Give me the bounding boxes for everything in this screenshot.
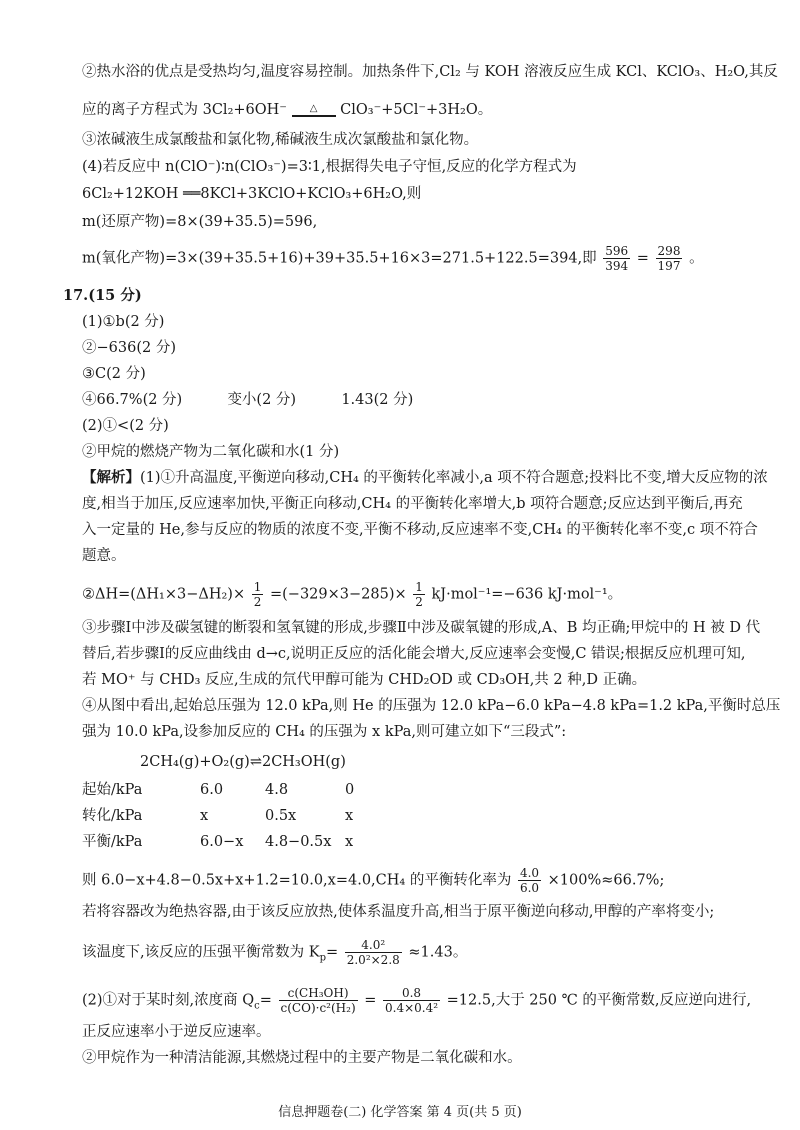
text-segment: =12.5,大于 250 ℃ 的平衡常数,反应逆向进行, [446, 992, 752, 1009]
kp-line [82, 938, 467, 967]
reaction-equation: 2CH₄(g)+O₂(g)⇌2CH₃OH(g) [140, 754, 346, 770]
text-line: 6Cl₂+12KOH ══8KCl+3KClO+KClO₃+6H₂O,则 [82, 186, 422, 202]
answer-line: (1)①b(2 分) [82, 314, 165, 330]
conversion-line [82, 866, 664, 895]
page-footer: 信息押题卷(二) 化学答案 第 4 页(共 5 页) [278, 1105, 522, 1120]
answer-segment: 变小(2 分) [227, 392, 297, 408]
text-segment: ≈1.43。 [408, 944, 468, 961]
enthalpy-line [82, 580, 622, 609]
text-line: 替后,若步骤Ⅰ的反应曲线由 d→c,说明正反应的活化能会增大,反应速率会变慢,C 错误;根据反应机理可知, [82, 646, 746, 662]
text-segment: = [636, 250, 649, 267]
answer-line: (2)①<(2 分) [82, 418, 169, 434]
text-segment: (2)①对于某时刻,浓度商 Q [82, 992, 255, 1009]
answer-segment: ④66.7%(2 分) [82, 392, 183, 408]
answer-segment: 1.43(2 分) [341, 392, 414, 408]
text-line: 强为 10.0 kPa,设参加反应的 CH₄ 的压强为 x kPa,则可建立如下“三段式”: [82, 724, 567, 740]
text-line: ④从图中看出,起始总压强为 12.0 kPa,则 He 的压强为 12.0 kPa−6.0 kPa−4.8 kPa=1.2 kPa,平衡时总压 [82, 698, 781, 714]
text-segment: = [259, 992, 272, 1009]
question-number: 17.(15 分) [63, 287, 142, 304]
text-segment: = [364, 992, 377, 1009]
text-segment: 该温度下,该反应的压强平衡常数为 K [82, 944, 320, 961]
table-cell: x [345, 834, 354, 850]
text-segment: ClO₃⁻+5Cl⁻+3H₂O。 [340, 102, 493, 118]
answer-line [82, 390, 413, 410]
text-line: 度,相当于加压,反应速率加快,平衡正向移动,CH₄ 的平衡转化率增大,b 项符合题意;反应达到平衡后,再充 [82, 496, 743, 512]
ionic-equation-line [82, 100, 492, 120]
analysis-tag: 【解析】 [82, 469, 140, 486]
answer-line: ②−636(2 分) [82, 340, 176, 356]
text-segment: ②ΔH=(ΔH₁×3−ΔH₂)× [82, 586, 246, 603]
fraction: $\frac{\text{4.0²}}{\text{2.0²×2.8}}$ [346, 938, 400, 967]
text-line: 若 MO⁺ 与 CHD₃ 反应,生成的氘代甲醇可能为 CHD₂OD 或 CD₃OH,共 2 种,D 正确。 [82, 672, 647, 688]
text-line: m(还原产物)=8×(39+35.5)=596, [82, 214, 318, 230]
analysis-line [82, 468, 768, 488]
table-cell: 6.0−x [200, 834, 244, 850]
row-label: 平衡/kPa [82, 834, 143, 850]
fraction: $\frac{596}{394}$ [605, 244, 629, 273]
text-line: 入一定量的 He,参与反应的物质的浓度不变,平衡不移动,反应速率不变,CH₄ 的平衡转化率不变,c 项不符合 [82, 522, 758, 538]
table-cell: 4.8 [265, 782, 289, 798]
text-segment: 。 [689, 250, 704, 267]
table-cell: x [200, 808, 209, 824]
text-line: 若将容器改为绝热容器,由于该反应放热,使体系温度升高,相当于原平衡逆向移动,甲醇的产率将变小; [82, 904, 715, 920]
subscript: p [319, 952, 326, 964]
table-cell: 0 [345, 782, 355, 798]
text-segment: m(氧化产物)=3×(39+35.5+16)+39+35.5+16×3=271.5+122.5=394,即 [82, 250, 597, 267]
row-label: 转化/kPa [82, 808, 143, 824]
text-segment: ×100%≈66.7%; [547, 872, 665, 889]
text-segment: 则 6.0−x+4.8−0.5x+x+1.2=10.0,x=4.0,CH₄ 的平衡转化率为 [82, 872, 512, 889]
fraction: $\frac{298}{197}$ [657, 244, 681, 273]
text-segment: =(−329×3−285)× [269, 586, 407, 603]
fraction: $\frac{0.8}{\text{0.4×0.4²}}$ [385, 986, 439, 1015]
table-cell: 6.0 [200, 782, 224, 798]
fraction: $\frac{1}{2}$ [415, 580, 423, 609]
text-line: 正反应速率小于逆反应速率。 [82, 1024, 271, 1040]
answer-line: ②甲烷的燃烧产物为二氧化碳和水(1 分) [82, 444, 340, 460]
table-cell: x [345, 808, 354, 824]
table-cell: 0.5x [265, 808, 297, 824]
subscript: c [254, 1000, 260, 1012]
row-label: 起始/kPa [82, 782, 143, 798]
text-line: (4)若反应中 n(ClO⁻)∶n(ClO₃⁻)=3∶1,根据得失电子守恒,反应的化学方程式为 [82, 159, 577, 175]
answer-line: ③C(2 分) [82, 366, 146, 382]
fraction: $\frac{\text{c(CH₃OH)}}{\text{c(CO)·c²(H₂)}}$ [280, 986, 356, 1015]
text-line: ②热水浴的优点是受热均匀,温度容易控制。加热条件下,Cl₂ 与 KOH 溶液反应生成 KCl、KClO₃、H₂O,其反 [82, 64, 778, 80]
text-segment: (1)①升高温度,平衡逆向移动,CH₄ 的平衡转化率减小,a 项不符合题意;投料比不变,增大反应物的浓 [140, 470, 768, 486]
fraction: $\frac{4.0}{6.0}$ [519, 866, 540, 895]
fraction: $\frac{1}{2}$ [253, 580, 262, 609]
heating-condition: △ [292, 104, 336, 117]
text-line: 题意。 [82, 548, 126, 564]
text-line: ③浓碱液生成氯酸盐和氯化物,稀碱液生成次氯酸盐和氯化物。 [82, 132, 479, 148]
text-line: ②甲烷作为一种清洁能源,其燃烧过程中的主要产物是二氧化碳和水。 [82, 1050, 522, 1066]
text-segment: = [325, 944, 339, 961]
text-segment: 应的离子方程式为 3Cl₂+6OH⁻ [82, 102, 287, 118]
oxidation-product-line [82, 244, 704, 273]
text-segment: kJ·mol⁻¹=−636 kJ·mol⁻¹。 [431, 586, 623, 603]
table-cell: 4.8−0.5x [265, 834, 332, 850]
text-line: ③步骤Ⅰ中涉及碳氢键的断裂和氢氧键的形成,步骤Ⅱ中涉及碳氧键的形成,A、B 均正确;甲烷中的 H 被 D 代 [82, 620, 761, 636]
qc-line [82, 986, 751, 1015]
